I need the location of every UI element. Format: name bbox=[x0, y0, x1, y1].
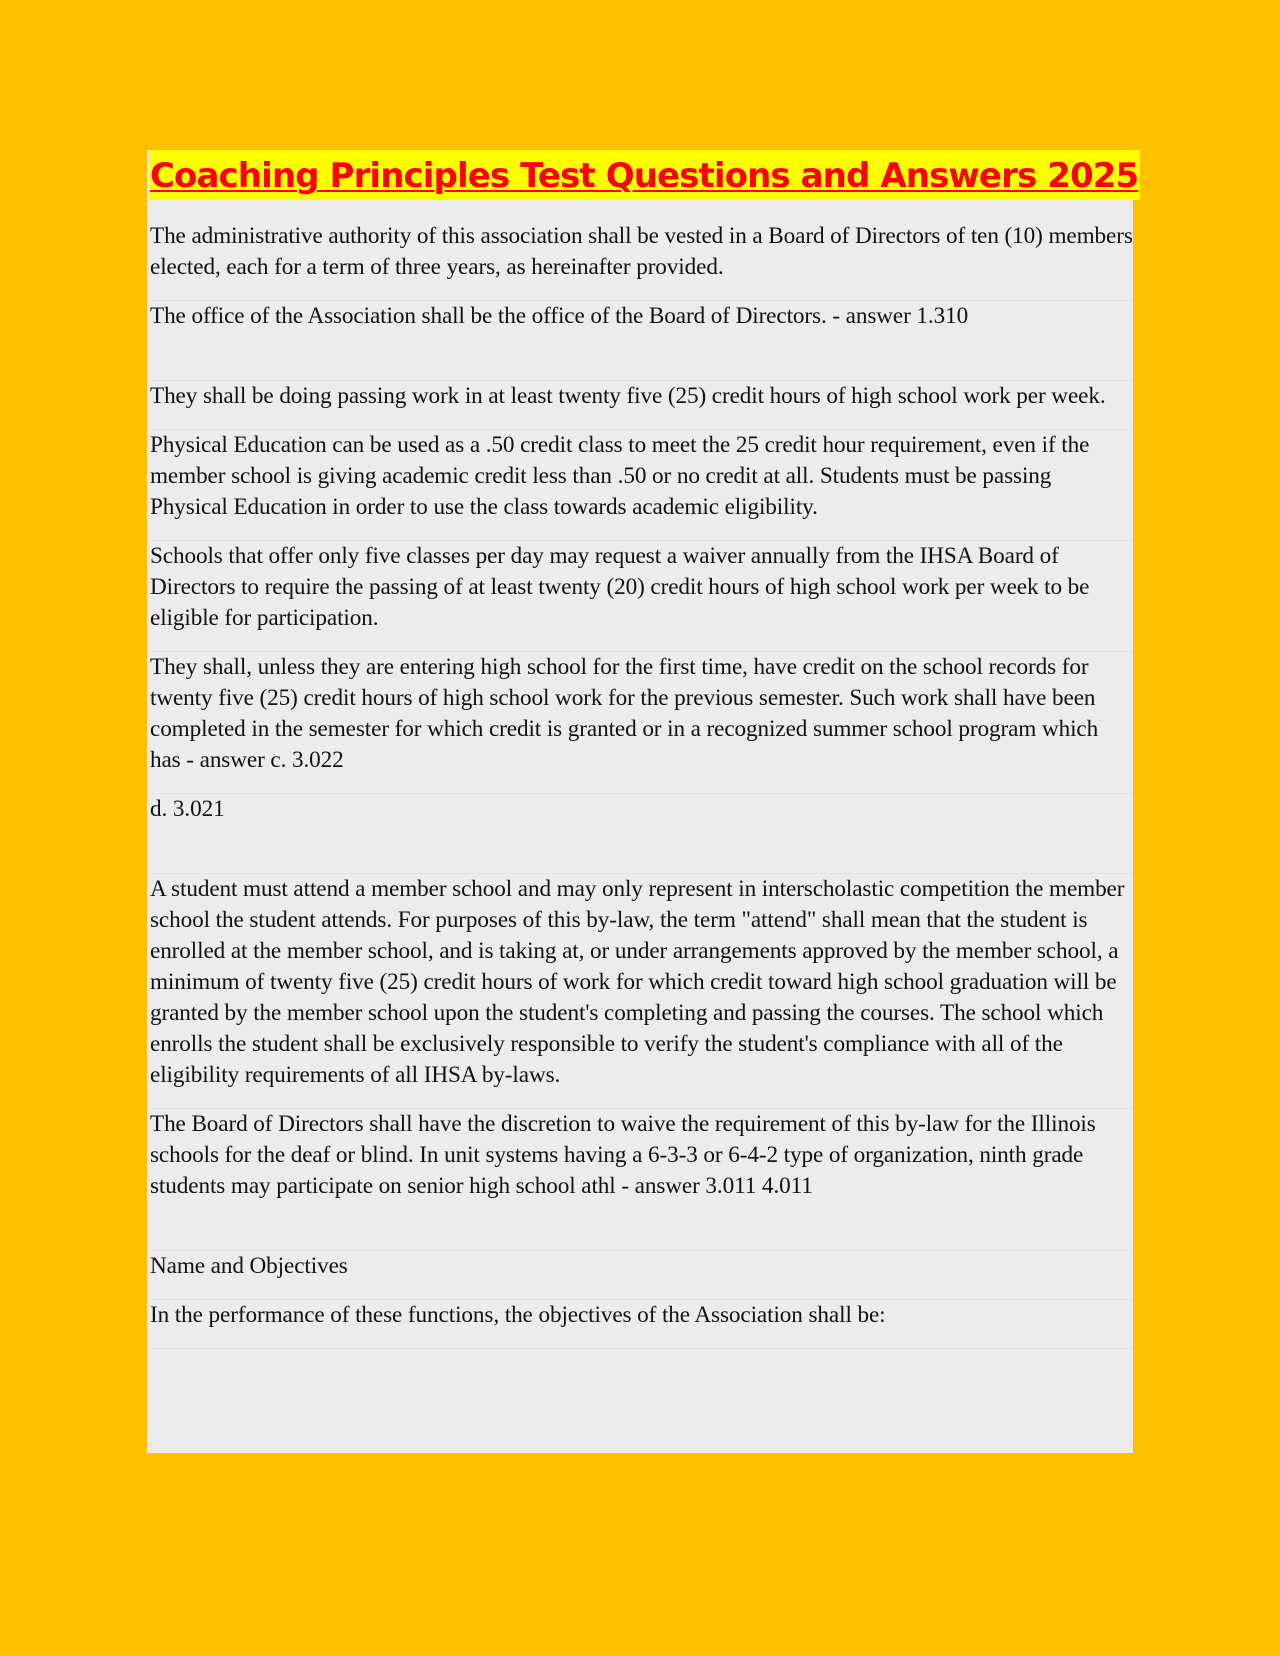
paragraph-five-classes-waiver: Schools that offer only five classes per day may request a waiver annually from the IHSA Board of Directors to require the passing of at least twenty (20) credit hours of high school work per week to be eligible for participation. bbox=[150, 541, 1133, 652]
document-title: Coaching Principles Test Questions and Answers 2025 bbox=[150, 150, 1140, 200]
paragraph-objectives-intro: In the performance of these functions, the objectives of the Association shall be: bbox=[150, 1300, 1133, 1349]
paragraph-answer-d: d. 3.021 bbox=[150, 794, 1133, 874]
paragraph-physical-education: Physical Education can be used as a .50 credit class to meet the 25 credit hour requirement, even if the member school is giving academic credit less than .50 or no credit at all. Students must be passing Physical Education in order to use the class towards academic eligibility. bbox=[150, 430, 1133, 541]
paragraph-board-authority: The administrative authority of this association shall be vested in a Board of Directors of ten (10) members elected, each for a term of three years, as hereinafter provided. bbox=[150, 221, 1133, 301]
document-panel bbox=[147, 150, 1139, 1453]
paragraph-deaf-blind-waiver: The Board of Directors shall have the discretion to waive the requirement of this by-law for the Illinois schools for the deaf or blind. In unit systems having a 6-3-3 or 6-4-2 type of organization, ninth grade students may participate on senior high school athl - answer 3.011 4.011 bbox=[150, 1109, 1133, 1251]
paragraph-previous-semester: They shall, unless they are entering high school for the first time, have credit on the school records for twenty five (25) credit hours of high school work for the previous semester. Such work shall have been completed in the semester for which credit is granted or in a recognized summer school program which has - answer c. 3.022 bbox=[150, 652, 1133, 794]
paragraph-name-objectives: Name and Objectives bbox=[150, 1251, 1133, 1300]
paragraph-passing-work: They shall be doing passing work in at least twenty five (25) credit hours of high school work per week. bbox=[150, 381, 1133, 430]
paragraph-attend-member-school: A student must attend a member school and may only represent in interscholastic competition the member school the student attends. For purposes of this by-law, the term "attend" shall mean that the student is enrolled at the member school, and is taking at, or under arrangements approved by the member school, a minimum of twenty five (25) credit hours of work for which credit toward high school graduation will be granted by the member school upon the student's completing and passing the courses. The school which enrolls the student shall be exclusively responsible to verify the student's compliance with all of the eligibility requirements of all IHSA by-laws. bbox=[150, 874, 1133, 1109]
paragraph-association-office: The office of the Association shall be the office of the Board of Directors. - answer 1.310 bbox=[150, 301, 1133, 381]
